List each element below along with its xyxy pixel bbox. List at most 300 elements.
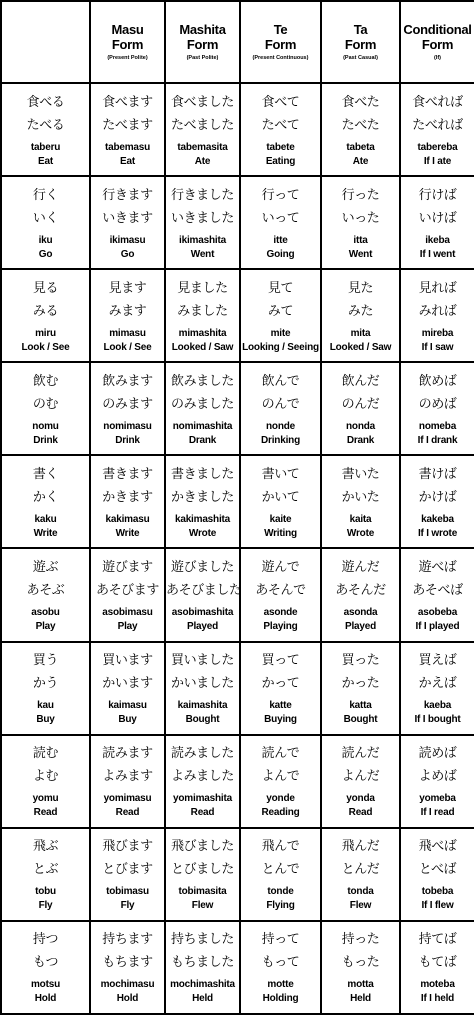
verb-kanji: 持てば [418, 932, 457, 948]
verb-kanji: 行って [261, 187, 300, 203]
verb-meaning: Playing [263, 621, 298, 633]
header-row [1, 1, 474, 83]
verb-kanji: 読む [32, 746, 59, 762]
verb-kana: とびます [102, 862, 153, 878]
verb-meaning: Fly [38, 900, 53, 912]
verb-kanji: 食べます [102, 94, 153, 110]
header-subtitle: (Present Polite) [107, 55, 148, 61]
verb-kana: かった [341, 676, 380, 692]
verb-kana: みれば [418, 303, 457, 319]
verb-meaning: If I went [419, 248, 456, 260]
verb-meaning: Eating [265, 155, 296, 167]
verb-kanji: 読みました [170, 746, 234, 762]
verb-kanji: 持ちました [170, 932, 234, 948]
cell-te [240, 362, 321, 455]
cell-dictionary [1, 921, 90, 1014]
verb-meaning: If I held [420, 993, 455, 1005]
verb-meaning: Read [33, 807, 58, 819]
verb-kanji: 飲む [32, 373, 59, 389]
verb-kanji: 見ました [177, 280, 228, 296]
cell-conditional [400, 176, 474, 269]
verb-romaji: kaeba [423, 700, 452, 712]
verb-meaning: Play [35, 621, 56, 633]
verb-kanji: 買えば [418, 653, 457, 669]
verb-romaji: tabeta [346, 141, 375, 153]
verb-meaning: Wrote [188, 527, 217, 539]
cell-mashita [165, 921, 240, 1014]
verb-kana: かって [261, 676, 300, 692]
verb-meaning: Drink [33, 434, 58, 446]
cell-ta [321, 548, 400, 641]
verb-kanji: 遊ぶ [32, 560, 59, 576]
verb-romaji: tobeba [421, 886, 454, 898]
cell-mashita [165, 735, 240, 828]
verb-kanji: 買う [32, 653, 59, 669]
verb-meaning: Drink [115, 434, 140, 446]
cell-ta [321, 735, 400, 828]
verb-romaji: asobimashita [171, 607, 234, 619]
verb-meaning: Eat [38, 155, 53, 167]
verb-romaji: tobu [35, 886, 56, 898]
verb-meaning: Ate [352, 155, 369, 167]
verb-kana: かえば [418, 676, 457, 692]
verb-kanji: 読んで [261, 746, 300, 762]
verb-romaji: mita [350, 327, 371, 339]
verb-kana: とびました [170, 862, 234, 878]
verb-romaji: kakimashita [174, 513, 231, 525]
verb-kana: たべる [26, 117, 65, 133]
verb-meaning: Held [350, 993, 371, 1005]
verb-kanji: 見れば [418, 280, 457, 296]
verb-romaji: yonda [346, 793, 375, 805]
verb-kanji: 行った [341, 187, 380, 203]
verb-kanji: 食べれば [412, 94, 463, 110]
verb-kanji: 買った [341, 653, 380, 669]
cell-te [240, 735, 321, 828]
verb-kanji: 飛んで [261, 839, 300, 855]
verb-kana: いけば [418, 210, 457, 226]
verb-kanji: 飲みました [170, 373, 234, 389]
verb-romaji: miru [35, 327, 56, 339]
cell-conditional [400, 642, 474, 735]
verb-meaning: Buy [36, 714, 55, 726]
cell-te [240, 548, 321, 641]
cell-te [240, 642, 321, 735]
verb-meaning: Went [190, 248, 215, 260]
cell-ta [321, 269, 400, 362]
cell-dictionary [1, 828, 90, 921]
verb-romaji: yomeba [419, 793, 456, 805]
verb-kanji: 飛びます [102, 839, 153, 855]
cell-ta [321, 455, 400, 548]
verb-kana: もちました [170, 955, 234, 971]
cell-conditional [400, 269, 474, 362]
verb-row [1, 83, 474, 176]
verb-meaning: Flying [266, 900, 295, 912]
verb-meaning: Going [266, 248, 295, 260]
verb-kanji: 遊びました [170, 560, 234, 576]
header-title-line1: Masu [111, 22, 144, 37]
verb-kanji: 読んだ [341, 746, 380, 762]
verb-meaning: Read [115, 807, 140, 819]
header-subtitle: (Past Polite) [186, 55, 219, 61]
verb-meaning: Fly [120, 900, 135, 912]
verb-kana: のんで [261, 396, 300, 412]
verb-meaning: If I drank [417, 434, 458, 446]
verb-romaji: ikimashita [179, 234, 226, 246]
verb-kanji: 持ちます [102, 932, 153, 948]
cell-dictionary [1, 735, 90, 828]
verb-kana: のんだ [341, 396, 380, 412]
verb-row [1, 921, 474, 1014]
cell-mashita [165, 455, 240, 548]
verb-meaning: Looked / Saw [329, 341, 392, 353]
cell-conditional [400, 735, 474, 828]
header-title-line2: Form [344, 37, 377, 52]
verb-kana: もった [341, 955, 380, 971]
verb-kana: もって [261, 955, 300, 971]
verb-kana: よみました [170, 769, 234, 785]
cell-masu [90, 642, 165, 735]
verb-meaning: Holding [262, 993, 299, 1005]
verb-kana: かいます [102, 676, 153, 692]
cell-dictionary [1, 362, 90, 455]
cell-dictionary [1, 548, 90, 641]
verb-romaji: ikeba [425, 234, 450, 246]
verb-meaning: Read [190, 807, 215, 819]
verb-kanji: 見て [267, 280, 294, 296]
verb-romaji: asonde [263, 607, 298, 619]
verb-kanji: 食べて [261, 94, 300, 110]
cell-masu [90, 548, 165, 641]
verb-kanji: 飛べば [418, 839, 457, 855]
header-subtitle: (If) [433, 55, 442, 61]
verb-kana: みました [177, 303, 228, 319]
cell-masu [90, 828, 165, 921]
verb-romaji: tobimasita [178, 886, 227, 898]
verb-row [1, 362, 474, 455]
cell-dictionary [1, 269, 90, 362]
verb-kanji: 行けば [418, 187, 457, 203]
verb-kanji: 行きます [102, 187, 153, 203]
verb-romaji: kakimasu [105, 513, 150, 525]
verb-meaning: If I ate [423, 155, 452, 167]
verb-kanji: 飛ぶ [32, 839, 59, 855]
verb-kana: あそぶ [26, 583, 65, 599]
verb-kana: いきました [170, 210, 234, 226]
verb-meaning: Buy [118, 714, 137, 726]
verb-meaning: Went [348, 248, 373, 260]
verb-kanji: 買って [261, 653, 300, 669]
verb-romaji: mite [270, 327, 291, 339]
verb-meaning: Ate [194, 155, 211, 167]
verb-romaji: kaimashita [177, 700, 228, 712]
verb-meaning: Played [344, 621, 377, 633]
cell-mashita [165, 548, 240, 641]
verb-kana: かく [32, 489, 59, 505]
verb-romaji: kaku [34, 513, 57, 525]
verb-kanji: 買いました [170, 653, 234, 669]
verb-kanji: 遊びます [102, 560, 153, 576]
verb-meaning: Eat [120, 155, 135, 167]
header-mashita-form [165, 1, 240, 83]
cell-ta [321, 362, 400, 455]
verb-meaning: Bought [343, 714, 378, 726]
verb-row [1, 455, 474, 548]
cell-conditional [400, 828, 474, 921]
verb-kana: のみます [102, 396, 153, 412]
cell-ta [321, 83, 400, 176]
verb-romaji: nomimasu [103, 420, 152, 432]
cell-masu [90, 921, 165, 1014]
verb-kanji: 飲んだ [341, 373, 380, 389]
verb-meaning: Drinking [261, 434, 300, 446]
cell-te [240, 176, 321, 269]
verb-romaji: ikimasu [109, 234, 146, 246]
verb-kanji: 飛んだ [341, 839, 380, 855]
verb-kana: あそんで [255, 583, 306, 599]
verb-romaji: asonda [343, 607, 378, 619]
verb-meaning: Flew [349, 900, 372, 912]
verb-row [1, 269, 474, 362]
verb-romaji: katte [269, 700, 292, 712]
verb-kana: かいた [341, 489, 380, 505]
verb-romaji: asobu [31, 607, 60, 619]
verb-row [1, 828, 474, 921]
verb-kana: たべれば [412, 117, 463, 133]
verb-romaji: tobimasu [106, 886, 149, 898]
verb-kana: かいました [170, 676, 234, 692]
verb-kana: とんで [261, 862, 300, 878]
cell-conditional [400, 83, 474, 176]
header-ta-form [321, 1, 400, 83]
cell-dictionary [1, 642, 90, 735]
verb-meaning: Flew [191, 900, 214, 912]
verb-kanji: 持った [341, 932, 380, 948]
cell-mashita [165, 269, 240, 362]
header-subtitle: (Past Casual) [343, 55, 378, 61]
verb-kana: かいて [261, 489, 300, 505]
verb-romaji: tabemasita [177, 141, 228, 153]
verb-romaji: mireba [421, 327, 454, 339]
verb-kanji: 飲めば [418, 373, 457, 389]
verb-romaji: mimasu [109, 327, 146, 339]
verb-kanji: 書きます [102, 466, 153, 482]
verb-romaji: motta [347, 979, 374, 991]
cell-masu [90, 455, 165, 548]
verb-kanji: 書いて [261, 466, 300, 482]
verb-meaning: Wrote [346, 527, 375, 539]
verb-romaji: itta [353, 234, 368, 246]
header-subtitle: (Present Continuous) [252, 55, 309, 61]
verb-kanji: 読めば [418, 746, 457, 762]
verb-kanji: 遊んだ [341, 560, 380, 576]
verb-kana: たべます [102, 117, 153, 133]
verb-kana: のむ [32, 396, 59, 412]
header-masu-form [90, 1, 165, 83]
verb-meaning: Look / See [21, 341, 70, 353]
verb-kana: よみます [102, 769, 153, 785]
verb-romaji: nonda [346, 420, 375, 432]
verb-kana: もてば [418, 955, 457, 971]
cell-dictionary [1, 455, 90, 548]
verb-kana: かけば [418, 489, 457, 505]
verb-meaning: Go [120, 248, 135, 260]
cell-masu [90, 83, 165, 176]
verb-meaning: Bought [185, 714, 220, 726]
verb-romaji: yonde [266, 793, 295, 805]
cell-mashita [165, 83, 240, 176]
cell-ta [321, 828, 400, 921]
verb-meaning: Play [117, 621, 138, 633]
verb-romaji: nomu [32, 420, 59, 432]
verb-romaji: tonde [267, 886, 294, 898]
verb-meaning: If I flew [421, 900, 454, 912]
cell-te [240, 455, 321, 548]
verb-kana: あそんだ [335, 583, 386, 599]
verb-romaji: nomeba [418, 420, 457, 432]
verb-kana: かきます [102, 489, 153, 505]
header-title-line2: Form [264, 37, 297, 52]
verb-romaji: motte [267, 979, 294, 991]
verb-romaji: iku [38, 234, 53, 246]
verb-kana: とべば [418, 862, 457, 878]
cell-mashita [165, 828, 240, 921]
verb-kanji: 読みます [102, 746, 153, 762]
verb-romaji: kaita [349, 513, 372, 525]
verb-kanji: 遊べば [418, 560, 457, 576]
verb-meaning: Look / See [103, 341, 152, 353]
verb-row [1, 735, 474, 828]
verb-kanji: 食べる [26, 94, 65, 110]
cell-te [240, 828, 321, 921]
header-title-line1: Mashita [179, 22, 226, 37]
verb-row [1, 176, 474, 269]
cell-te [240, 83, 321, 176]
verb-kanji: 見る [32, 280, 59, 296]
verb-meaning: Drank [188, 434, 217, 446]
verb-meaning: Buying [264, 714, 297, 726]
verb-row [1, 548, 474, 641]
verb-romaji: yomu [32, 793, 59, 805]
verb-kana: よんで [261, 769, 300, 785]
verb-meaning: Write [33, 527, 58, 539]
verb-kana: みます [108, 303, 147, 319]
verb-kanji: 行く [32, 187, 59, 203]
cell-ta [321, 642, 400, 735]
verb-meaning: If I saw [421, 341, 454, 353]
verb-meaning: Played [186, 621, 219, 633]
verb-romaji: yomimashita [173, 793, 232, 805]
header-title-line2: Form [186, 37, 219, 52]
verb-romaji: tabereba [417, 141, 458, 153]
cell-te [240, 921, 321, 1014]
verb-kanji: 飲んで [261, 373, 300, 389]
verb-meaning: If I played [415, 621, 460, 633]
verb-kanji: 書いた [341, 466, 380, 482]
verb-meaning: If I read [420, 807, 455, 819]
verb-meaning: If I wrote [417, 527, 458, 539]
verb-romaji: motsu [30, 979, 60, 991]
cell-conditional [400, 921, 474, 1014]
verb-kana: いきます [102, 210, 153, 226]
verb-kanji: 持って [261, 932, 300, 948]
header-te-form [240, 1, 321, 83]
cell-te [240, 269, 321, 362]
verb-romaji: taberu [30, 141, 61, 153]
verb-kana: いって [261, 210, 300, 226]
verb-kana: いく [32, 210, 59, 226]
verb-romaji: nomimashita [172, 420, 233, 432]
verb-kanji: 飲みます [102, 373, 153, 389]
cell-ta [321, 921, 400, 1014]
verb-meaning: Go [38, 248, 53, 260]
verb-kana: いった [341, 210, 380, 226]
cell-ta [321, 176, 400, 269]
verb-meaning: Hold [116, 993, 139, 1005]
verb-kanji: 食べた [341, 94, 380, 110]
verb-kana: あそびます [95, 583, 159, 599]
verb-kana: あそべば [412, 583, 463, 599]
verb-romaji: itte [273, 234, 288, 246]
verb-kanji: 見た [347, 280, 374, 296]
verb-romaji: asobimasu [102, 607, 153, 619]
verb-romaji: tabemasu [104, 141, 151, 153]
verb-kanji: 飛びました [170, 839, 234, 855]
verb-romaji: moteba [420, 979, 455, 991]
verb-kanji: 書く [32, 466, 59, 482]
header-title-line2: Form [111, 37, 144, 52]
verb-kanji: 買います [102, 653, 153, 669]
cell-mashita [165, 176, 240, 269]
verb-kana: とんだ [341, 862, 380, 878]
cell-masu [90, 176, 165, 269]
verb-kanji: 食べました [170, 94, 234, 110]
verb-kana: たべて [261, 117, 300, 133]
verb-romaji: yomimasu [103, 793, 152, 805]
verb-romaji: tabete [266, 141, 295, 153]
cell-mashita [165, 642, 240, 735]
verb-meaning: Writing [264, 527, 297, 539]
verb-meaning: Looked / Saw [171, 341, 234, 353]
verb-kana: もつ [32, 955, 59, 971]
cell-masu [90, 269, 165, 362]
verb-romaji: mimashita [178, 327, 227, 339]
verb-romaji: mochimashita [170, 979, 235, 991]
verb-kanji: 行きました [170, 187, 234, 203]
cell-mashita [165, 362, 240, 455]
cell-dictionary [1, 176, 90, 269]
verb-meaning: Drank [346, 434, 375, 446]
verb-meaning: Write [115, 527, 140, 539]
verb-kana: あそびました [166, 583, 242, 599]
cell-conditional [400, 548, 474, 641]
verb-romaji: tonda [347, 886, 374, 898]
header-conditional-form [400, 1, 474, 83]
verb-romaji: katta [349, 700, 372, 712]
verb-romaji: mochimasu [100, 979, 155, 991]
verb-romaji: kau [37, 700, 54, 712]
header-blank [1, 1, 90, 83]
cell-masu [90, 735, 165, 828]
verb-meaning: Hold [34, 993, 57, 1005]
verb-romaji: nonde [266, 420, 295, 432]
table-body [1, 83, 474, 1014]
verb-kana: みた [347, 303, 374, 319]
cell-dictionary [1, 83, 90, 176]
verb-romaji: kaite [269, 513, 292, 525]
cell-masu [90, 362, 165, 455]
